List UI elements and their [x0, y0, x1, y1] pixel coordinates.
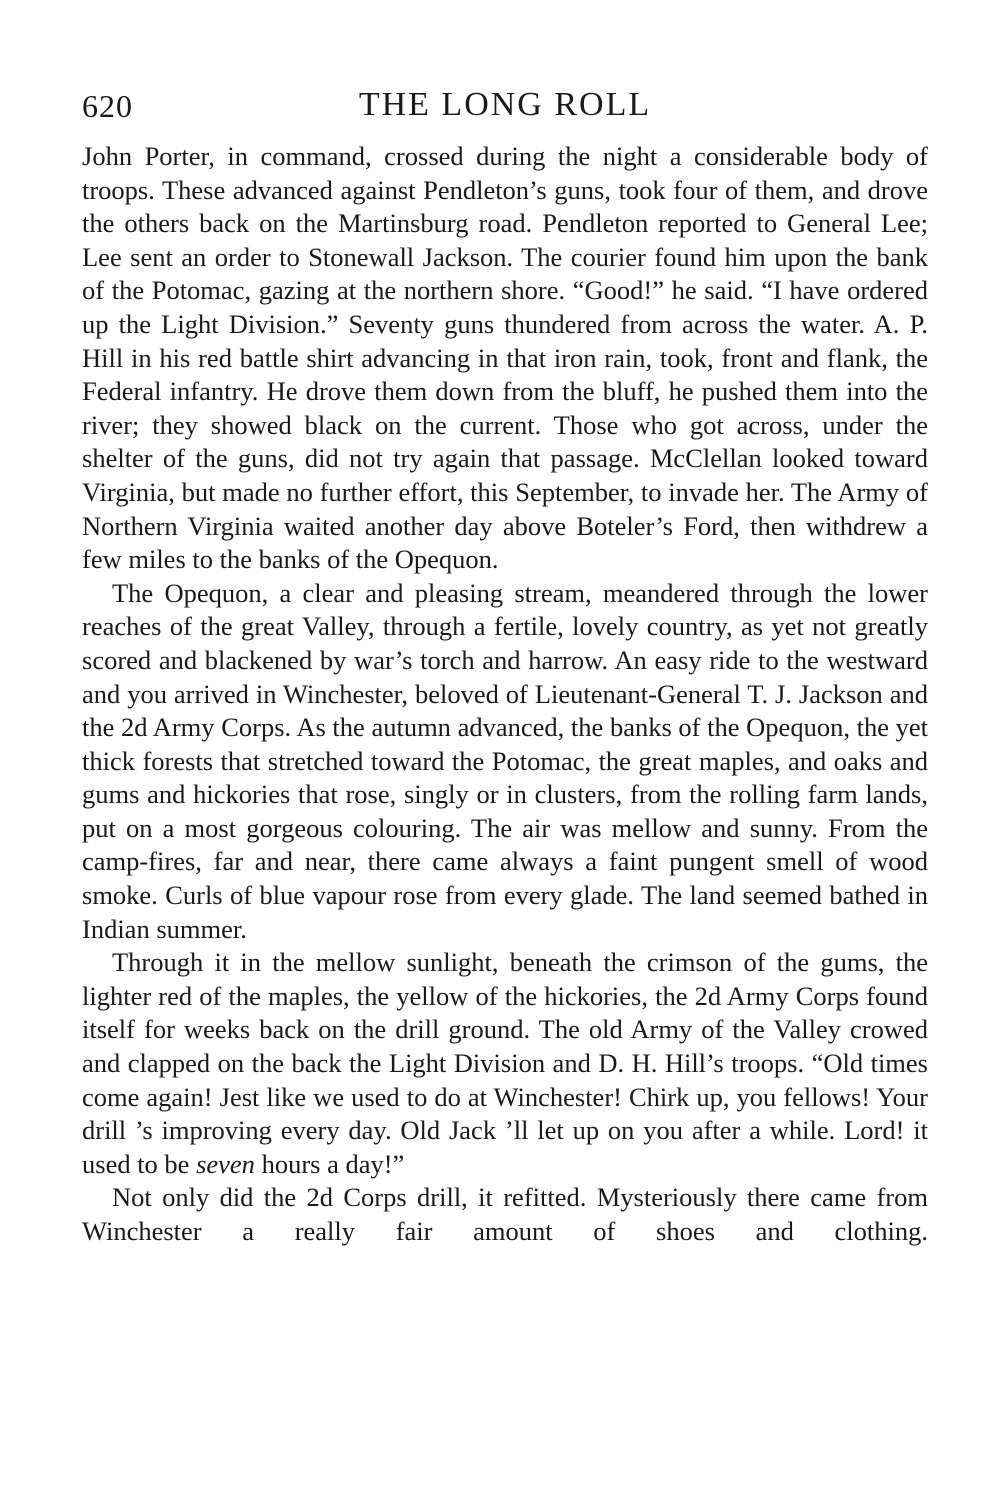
italic-word: seven — [196, 1148, 255, 1179]
body-text — [82, 140, 928, 1249]
paragraph-3 — [82, 946, 928, 1181]
paragraph-2: The Opequon, a clear and pleasing stream, meandered through the lower reaches of the great Valley, through a fertile, lovely country, as yet not greatly scored and blackened by war’s torch and harrow. An easy ride to the westward and you arrived in Winchester, beloved of Lieutenant-General T. J. Jackson and the 2d Army Corps. As the autumn advanced, the banks of the Opequon, the yet thick forests that stretched toward the Potomac, the great maples, and oaks and gums and hickories that rose, singly or in clusters, from the rolling farm lands, put on a most gorgeous colouring. The air was mellow and sunny. From the camp-fires, far and near, there came always a faint pungent smell of wood smoke. Curls of blue vapour rose from every glade. The land seemed bathed in Indian summer. — [82, 577, 928, 944]
running-head — [82, 86, 928, 130]
page-number: 620 — [82, 88, 133, 124]
paragraph-1: John Porter, in command, crossed during the night a considerable body of troops. These advanced against Pendleton’s guns, took four of them, and drove the others back on the Martinsburg road. Pendleton reported to General Lee; Lee sent an order to Stonewall Jackson. The courier found him upon the bank of the Potomac, gazing at the northern shore. “Good!” he said. “I have ordered up the Light Division.” Seventy guns thundered from across the water. A. P. Hill in his red battle shirt advancing in that iron rain, took, front and flank, the Federal infantry. He drove them down from the bluff, he pushed them into the river; they showed black on the current. Those who got across, under the shelter of the guns, did not try again that passage. McClellan looked toward Virginia, but made no further effort, this September, to invade her. The Army of Northern Virginia waited another day above Boteler’s Ford, then withdrew a few miles to the banks of the Opequon. — [82, 141, 928, 575]
paragraph-4: Not only did the 2d Corps drill, it refitted. Mysteriously there came from Winchester a really fair amount of shoes and clothing. — [82, 1182, 928, 1246]
book-title: THE LONG ROLL — [358, 86, 652, 123]
paragraph-3-text-start: Through it in the mellow sunlight, beneath the crimson of the gums, the lighter red of the maples, the yellow of the hickories, the 2d Army Corps found itself for weeks back on the drill ground. The old Army of the Valley crowed and clapped on the back the Light Division and D. H. Hill’s troops. “Old times come again! Jest like we used to do at Winchester! Chirk up, you fellows! Your drill ’s improving every day. Old Jack ’ll let up on you after a while. Lord! it used to be — [82, 947, 928, 1179]
paragraph-3-text-end: hours a day!” — [254, 1148, 405, 1179]
book-page — [82, 86, 928, 1249]
